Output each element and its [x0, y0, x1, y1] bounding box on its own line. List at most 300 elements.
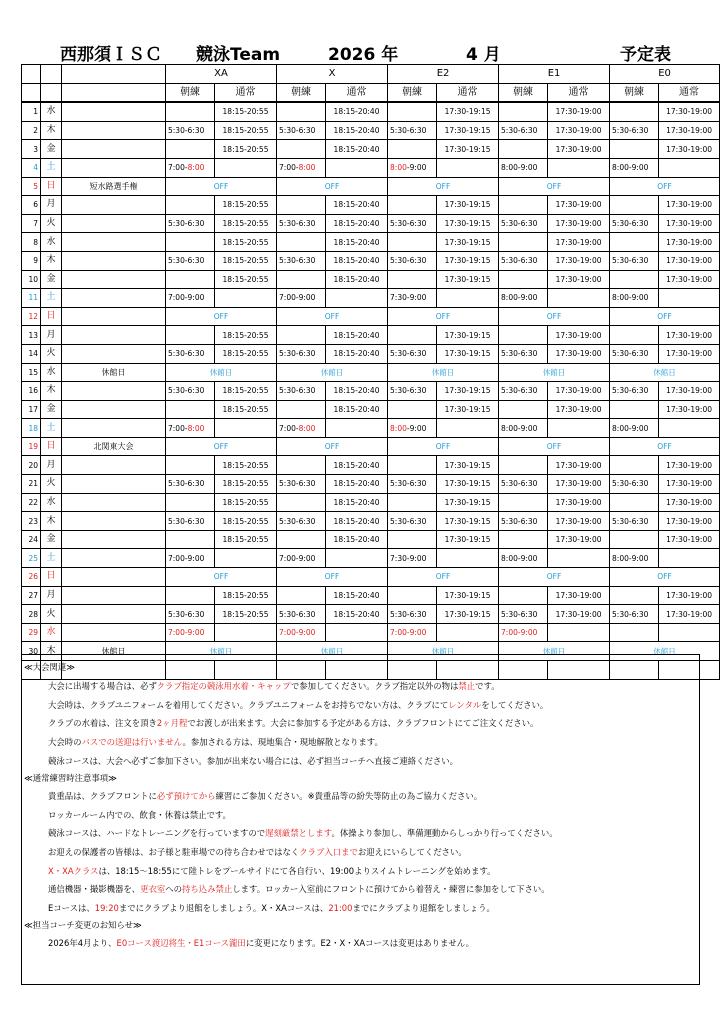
weekday: 日	[41, 437, 62, 456]
weekday: 木	[41, 512, 62, 531]
time-cell	[277, 196, 326, 215]
time-cell	[437, 289, 499, 308]
time-cell: 5:30-6:30	[388, 344, 437, 363]
event-cell: 休館日	[62, 363, 166, 382]
time-cell: 18:15-20:40	[326, 382, 388, 401]
time-cell	[499, 140, 548, 159]
time-cell	[166, 102, 215, 121]
time-cell	[659, 623, 720, 642]
time-cell: 5:30-6:30	[277, 121, 326, 140]
time-cell	[610, 493, 659, 512]
time-cell: 18:15-20:40	[326, 605, 388, 624]
weekday: 水	[41, 233, 62, 252]
weekday: 土	[41, 158, 62, 177]
day-number: 12	[22, 307, 41, 326]
day-number: 13	[22, 326, 41, 345]
time-cell: 7:00-9:00	[277, 549, 326, 568]
time-cell: 18:15-20:55	[215, 214, 277, 233]
time-cell: 5:30-6:30	[499, 344, 548, 363]
time-cell: 17:30-19:00	[548, 605, 610, 624]
day-number: 21	[22, 475, 41, 494]
notes-line: 競泳コースは、ハードなトレーニングを行っていますので遅刻厳禁とします。体操より参加し、準備運動からしっかり行ってください。	[48, 828, 558, 838]
time-cell: 5:30-6:30	[610, 475, 659, 494]
day-number: 18	[22, 419, 41, 438]
time-cell: 17:30-19:15	[437, 586, 499, 605]
day-number: 24	[22, 530, 41, 549]
time-cell: 7:00-8:00	[166, 158, 215, 177]
event-cell	[62, 121, 166, 140]
time-cell: 18:15-20:55	[215, 270, 277, 289]
table-row	[22, 102, 720, 121]
time-cell	[610, 270, 659, 289]
time-cell: 7:00-9:00	[499, 623, 548, 642]
header-blank	[41, 83, 62, 102]
year: 2026 年	[328, 45, 399, 65]
time-cell: 18:15-20:55	[215, 382, 277, 401]
header-row-groups	[22, 65, 720, 84]
header-blank	[41, 65, 62, 84]
weekday: 水	[41, 363, 62, 382]
time-cell: 17:30-19:15	[437, 233, 499, 252]
day-number: 27	[22, 586, 41, 605]
time-cell: 17:30-19:00	[548, 456, 610, 475]
time-cell: 17:30-19:15	[437, 140, 499, 159]
time-cell	[277, 140, 326, 159]
day-number: 28	[22, 605, 41, 624]
weekday: 火	[41, 344, 62, 363]
time-cell: 17:30-19:15	[437, 512, 499, 531]
notes-line: 大会時のバスでの送迎は行いません。参加される方は、現地集合・現地解散となります。	[48, 737, 383, 747]
notes-heading: ≪担当コーチ変更のお知らせ≫	[24, 920, 142, 930]
time-cell	[610, 586, 659, 605]
day-number: 30	[22, 642, 41, 661]
notes-line: 通信機器・撮影機器を、更衣室への持ち込み禁止します。ロッカー入室前にフロントに預けてから着替え・練習に参加をして下さい。	[48, 884, 550, 894]
notes-heading: ≪通常練習時注意事項≫	[24, 773, 117, 783]
column-group-header: E1	[499, 65, 610, 84]
event-cell	[62, 475, 166, 494]
time-cell	[610, 530, 659, 549]
time-cell	[166, 530, 215, 549]
column-sub-header: 通常	[437, 83, 499, 102]
time-cell	[166, 400, 215, 419]
time-cell: 17:30-19:15	[437, 605, 499, 624]
weekday: 土	[41, 419, 62, 438]
event-cell	[62, 214, 166, 233]
time-cell: 7:30-9:00	[388, 549, 437, 568]
table-row	[22, 549, 720, 568]
time-cell: 17:30-19:15	[437, 196, 499, 215]
time-cell: 17:30-19:00	[548, 493, 610, 512]
time-cell: 18:15-20:40	[326, 400, 388, 419]
time-cell: 17:30-19:00	[659, 102, 720, 121]
time-cell: 17:30-19:00	[548, 326, 610, 345]
day-number: 20	[22, 456, 41, 475]
table-row	[22, 586, 720, 605]
time-cell	[499, 456, 548, 475]
notes-line: ロッカールーム内での、飲食・休養は禁止です。	[48, 810, 231, 820]
weekday: 月	[41, 456, 62, 475]
time-cell: 17:30-19:00	[659, 400, 720, 419]
time-cell: 8:00-9:00	[499, 289, 548, 308]
day-number: 1	[22, 102, 41, 121]
time-cell: 5:30-6:30	[610, 251, 659, 270]
time-cell: 18:15-20:55	[215, 586, 277, 605]
day-number: 15	[22, 363, 41, 382]
closed-cell: 休館日	[166, 363, 277, 382]
time-cell	[166, 326, 215, 345]
event-cell	[62, 270, 166, 289]
time-cell	[499, 493, 548, 512]
time-cell: 5:30-6:30	[388, 512, 437, 531]
time-cell: 5:30-6:30	[277, 251, 326, 270]
table-row	[22, 289, 720, 308]
weekday: 水	[41, 102, 62, 121]
time-cell: 18:15-20:40	[326, 251, 388, 270]
time-cell	[610, 400, 659, 419]
weekday: 木	[41, 121, 62, 140]
day-number: 6	[22, 196, 41, 215]
weekday: 金	[41, 530, 62, 549]
time-cell: 17:30-19:00	[659, 456, 720, 475]
time-cell: 5:30-6:30	[388, 214, 437, 233]
time-cell: 5:30-6:30	[610, 214, 659, 233]
time-cell: 17:30-19:00	[659, 382, 720, 401]
header-row-sub	[22, 83, 720, 102]
event-cell	[62, 382, 166, 401]
time-cell: 17:30-19:00	[659, 493, 720, 512]
table-row	[22, 177, 720, 196]
closed-cell: 休館日	[388, 642, 499, 661]
time-cell	[277, 530, 326, 549]
time-cell	[277, 400, 326, 419]
off-cell: OFF	[277, 568, 388, 587]
weekday: 土	[41, 549, 62, 568]
day-number: 22	[22, 493, 41, 512]
off-cell: OFF	[166, 437, 277, 456]
time-cell	[277, 102, 326, 121]
table-row	[22, 456, 720, 475]
time-cell: 17:30-19:15	[437, 344, 499, 363]
event-cell: 北関東大会	[62, 437, 166, 456]
time-cell: 5:30-6:30	[277, 382, 326, 401]
day-number: 23	[22, 512, 41, 531]
time-cell: 8:00-9:00	[499, 419, 548, 438]
table-row	[22, 270, 720, 289]
weekday: 土	[41, 289, 62, 308]
column-group-header: X	[277, 65, 388, 84]
time-cell: 17:30-19:00	[548, 270, 610, 289]
weekday: 日	[41, 568, 62, 587]
time-cell	[499, 196, 548, 215]
time-cell: 17:30-19:15	[437, 493, 499, 512]
time-cell	[610, 140, 659, 159]
time-cell: 5:30-6:30	[277, 605, 326, 624]
column-sub-header: 朝練	[277, 83, 326, 102]
time-cell: 5:30-6:30	[499, 475, 548, 494]
time-cell: 8:00-9:00	[499, 549, 548, 568]
time-cell	[437, 158, 499, 177]
weekday: 水	[41, 493, 62, 512]
time-cell: 17:30-19:00	[548, 586, 610, 605]
time-cell: 5:30-6:30	[166, 214, 215, 233]
weekday: 火	[41, 475, 62, 494]
month: 4 月	[466, 45, 501, 65]
event-cell	[62, 196, 166, 215]
off-cell: OFF	[166, 568, 277, 587]
weekday: 火	[41, 605, 62, 624]
time-cell: 5:30-6:30	[499, 214, 548, 233]
off-cell: OFF	[388, 568, 499, 587]
time-cell	[388, 530, 437, 549]
time-cell: 18:15-20:55	[215, 196, 277, 215]
closed-cell: 休館日	[166, 642, 277, 661]
event-cell	[62, 344, 166, 363]
time-cell: 18:15-20:55	[215, 493, 277, 512]
time-cell: 17:30-19:00	[548, 400, 610, 419]
event-cell	[62, 623, 166, 642]
time-cell: 17:30-19:00	[659, 344, 720, 363]
column-sub-header: 通常	[548, 83, 610, 102]
column-sub-header: 朝練	[610, 83, 659, 102]
table-row	[22, 326, 720, 345]
time-cell	[215, 623, 277, 642]
time-cell: 17:30-19:00	[548, 382, 610, 401]
weekday: 木	[41, 642, 62, 661]
time-cell	[277, 233, 326, 252]
header-blank	[62, 65, 166, 84]
time-cell	[166, 233, 215, 252]
table-row	[22, 251, 720, 270]
time-cell: 18:15-20:55	[215, 456, 277, 475]
notes-line: クラブの水着は、注文を頂き2ヶ月程でお渡しが出来ます。大会に参加する予定がある方は、クラブフロントにてご注文ください。	[48, 718, 539, 728]
weekday: 月	[41, 326, 62, 345]
table-row	[22, 196, 720, 215]
time-cell: 8:00-9:00	[388, 419, 437, 438]
time-cell	[277, 270, 326, 289]
event-cell: 休館日	[62, 642, 166, 661]
closed-cell: 休館日	[277, 363, 388, 382]
time-cell	[437, 623, 499, 642]
table-row	[22, 307, 720, 326]
time-cell	[548, 289, 610, 308]
time-cell: 18:15-20:55	[215, 233, 277, 252]
time-cell: 7:00-8:00	[277, 158, 326, 177]
time-cell: 18:15-20:55	[215, 512, 277, 531]
day-number: 9	[22, 251, 41, 270]
weekday: 金	[41, 400, 62, 419]
table-row	[22, 512, 720, 531]
notes-line: Eコースは、19:20までにクラブより退館をしましょう。X・XAコースは、21:00までにクラブより退館をしましょう。	[48, 903, 495, 913]
event-cell	[62, 419, 166, 438]
time-cell: 18:15-20:40	[326, 214, 388, 233]
time-cell: 17:30-19:15	[437, 400, 499, 419]
time-cell: 18:15-20:55	[215, 475, 277, 494]
time-cell	[277, 456, 326, 475]
time-cell: 5:30-6:30	[166, 475, 215, 494]
time-cell	[326, 158, 388, 177]
time-cell: 18:15-20:40	[326, 475, 388, 494]
table-row	[22, 121, 720, 140]
notes-line: 大会時は、クラブユニフォームを着用してください。クラブユニフォームをお持ちでない方は、クラブにてレンタルをしてください。	[48, 700, 549, 710]
column-group-header: E0	[610, 65, 720, 84]
team-name: 競泳Team	[196, 45, 281, 65]
off-cell: OFF	[610, 568, 720, 587]
closed-cell: 休館日	[499, 363, 610, 382]
table-row	[22, 233, 720, 252]
weekday: 金	[41, 270, 62, 289]
time-cell	[499, 326, 548, 345]
time-cell: 8:00-9:00	[610, 419, 659, 438]
header-blank	[22, 65, 41, 84]
day-number: 29	[22, 623, 41, 642]
event-cell: 短水路選手権	[62, 177, 166, 196]
time-cell	[499, 586, 548, 605]
notes-line: 競泳コースは、大会へ必ずご参加下さい。参加が出来ない場合には、必ず担当コーチへ直接ご連絡ください。	[48, 756, 458, 766]
time-cell: 18:15-20:55	[215, 121, 277, 140]
time-cell: 17:30-19:00	[659, 270, 720, 289]
table-row	[22, 214, 720, 233]
time-cell	[437, 549, 499, 568]
notes-line: 大会に出場する場合は、必ずクラブ指定の競泳用水着・キャップで参加してください。クラブ指定以外の物は禁止です。	[48, 681, 500, 691]
notes-line: X・XAクラスは、18:15～18:55にて陸トレをプールサイドにて各自行い、19:00よりスイムトレーニングを始めます。	[48, 866, 496, 876]
time-cell	[499, 530, 548, 549]
table-row	[22, 363, 720, 382]
time-cell	[388, 400, 437, 419]
time-cell: 5:30-6:30	[166, 344, 215, 363]
off-cell: OFF	[277, 437, 388, 456]
time-cell: 18:15-20:40	[326, 344, 388, 363]
table-row	[22, 475, 720, 494]
time-cell	[166, 140, 215, 159]
weekday: 木	[41, 251, 62, 270]
day-number: 4	[22, 158, 41, 177]
time-cell: 5:30-6:30	[166, 121, 215, 140]
time-cell	[277, 493, 326, 512]
time-cell: 17:30-19:00	[548, 344, 610, 363]
time-cell	[326, 289, 388, 308]
off-cell: OFF	[277, 177, 388, 196]
time-cell	[659, 549, 720, 568]
closed-cell: 休館日	[499, 642, 610, 661]
time-cell: 18:15-20:40	[326, 140, 388, 159]
day-number: 10	[22, 270, 41, 289]
time-cell: 5:30-6:30	[499, 121, 548, 140]
notes-box	[21, 654, 700, 985]
off-cell: OFF	[610, 437, 720, 456]
off-cell: OFF	[610, 307, 720, 326]
time-cell	[166, 493, 215, 512]
time-cell	[659, 419, 720, 438]
weekday: 金	[41, 140, 62, 159]
time-cell	[277, 586, 326, 605]
event-cell	[62, 605, 166, 624]
time-cell	[548, 158, 610, 177]
day-number: 26	[22, 568, 41, 587]
event-cell	[62, 493, 166, 512]
weekday: 日	[41, 307, 62, 326]
time-cell: 8:00-9:00	[610, 549, 659, 568]
time-cell	[548, 623, 610, 642]
table-row	[22, 419, 720, 438]
day-number: 17	[22, 400, 41, 419]
time-cell: 7:00-8:00	[166, 419, 215, 438]
time-cell: 17:30-19:00	[548, 251, 610, 270]
time-cell	[215, 419, 277, 438]
event-cell	[62, 326, 166, 345]
time-cell	[548, 549, 610, 568]
time-cell: 8:00-9:00	[610, 158, 659, 177]
time-cell: 17:30-19:00	[659, 196, 720, 215]
day-number: 19	[22, 437, 41, 456]
column-sub-header: 通常	[326, 83, 388, 102]
time-cell: 7:00-9:00	[166, 289, 215, 308]
time-cell	[610, 102, 659, 121]
column-sub-header: 朝練	[166, 83, 215, 102]
time-cell: 5:30-6:30	[277, 214, 326, 233]
time-cell: 18:15-20:55	[215, 605, 277, 624]
time-cell	[610, 456, 659, 475]
time-cell: 5:30-6:30	[499, 605, 548, 624]
time-cell	[499, 102, 548, 121]
time-cell: 17:30-19:00	[548, 530, 610, 549]
club-name: 西那須ＩＳＣ	[60, 45, 162, 65]
time-cell: 17:30-19:15	[437, 270, 499, 289]
time-cell	[388, 493, 437, 512]
time-cell: 7:00-9:00	[166, 623, 215, 642]
event-cell	[62, 400, 166, 419]
time-cell	[388, 196, 437, 215]
time-cell: 17:30-19:00	[548, 214, 610, 233]
time-cell: 18:15-20:40	[326, 233, 388, 252]
column-sub-header: 朝練	[388, 83, 437, 102]
day-number: 7	[22, 214, 41, 233]
column-group-header: E2	[388, 65, 499, 84]
off-cell: OFF	[499, 307, 610, 326]
day-number: 3	[22, 140, 41, 159]
time-cell	[499, 233, 548, 252]
time-cell: 17:30-19:15	[437, 530, 499, 549]
time-cell	[659, 158, 720, 177]
time-cell: 5:30-6:30	[610, 121, 659, 140]
time-cell: 17:30-19:15	[437, 214, 499, 233]
event-cell	[62, 530, 166, 549]
event-cell	[62, 289, 166, 308]
time-cell	[388, 233, 437, 252]
time-cell: 17:30-19:00	[659, 605, 720, 624]
header-blank	[62, 83, 166, 102]
time-cell	[166, 456, 215, 475]
day-number: 14	[22, 344, 41, 363]
table-row	[22, 344, 720, 363]
table-row	[22, 382, 720, 401]
time-cell: 18:15-20:55	[215, 102, 277, 121]
time-cell	[215, 289, 277, 308]
table-row	[22, 605, 720, 624]
event-cell	[62, 158, 166, 177]
time-cell: 5:30-6:30	[277, 512, 326, 531]
day-number: 25	[22, 549, 41, 568]
time-cell: 17:30-19:15	[437, 326, 499, 345]
day-number: 8	[22, 233, 41, 252]
event-cell	[62, 307, 166, 326]
time-cell: 17:30-19:00	[659, 251, 720, 270]
time-cell	[610, 326, 659, 345]
table-row	[22, 623, 720, 642]
time-cell: 5:30-6:30	[610, 344, 659, 363]
time-cell: 17:30-19:00	[548, 512, 610, 531]
time-cell	[499, 400, 548, 419]
time-cell: 7:00-9:00	[277, 289, 326, 308]
